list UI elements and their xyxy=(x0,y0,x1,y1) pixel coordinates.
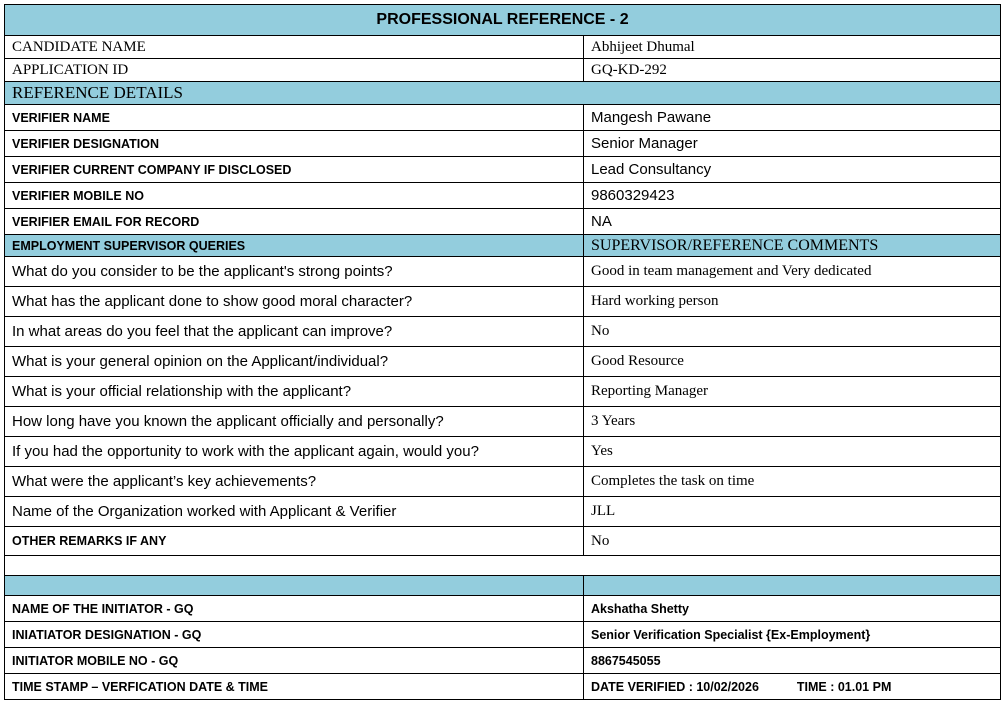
other-remarks-value: No xyxy=(584,527,1001,556)
other-remarks-label: OTHER REMARKS IF ANY xyxy=(5,527,584,556)
initiator-label: NAME OF THE INITIATOR - GQ xyxy=(5,596,584,622)
initiator-value: Akshatha Shetty xyxy=(584,596,1001,622)
verifier-row xyxy=(5,209,1001,235)
query-row xyxy=(5,377,1001,407)
query-answer: Completes the task on time xyxy=(584,467,1001,497)
query-question: Name of the Organization worked with Applicant & Verifier xyxy=(5,497,584,527)
query-row xyxy=(5,407,1001,437)
verifier-value: Lead Consultancy xyxy=(584,157,1001,183)
query-answer: Reporting Manager xyxy=(584,377,1001,407)
query-question: In what areas do you feel that the applicant can improve? xyxy=(5,317,584,347)
reference-section-row xyxy=(5,82,1001,105)
verifier-label: VERIFIER CURRENT COMPANY IF DISCLOSED xyxy=(5,157,584,183)
initiator-row xyxy=(5,596,1001,622)
initiator-header-row xyxy=(5,576,1001,596)
query-row xyxy=(5,257,1001,287)
verifier-label: VERIFIER MOBILE NO xyxy=(5,183,584,209)
query-question: How long have you known the applicant officially and personally? xyxy=(5,407,584,437)
initiator-label: INIATIATOR DESIGNATION - GQ xyxy=(5,622,584,648)
query-answer: Good Resource xyxy=(584,347,1001,377)
timestamp-label: TIME STAMP – VERFICATION DATE & TIME xyxy=(5,674,584,700)
candidate-name-label: CANDIDATE NAME xyxy=(5,36,584,59)
verifier-value: NA xyxy=(584,209,1001,235)
time-verified: TIME : 01.01 PM xyxy=(796,679,892,694)
application-id-value: GQ-KD-292 xyxy=(584,59,1001,82)
verifier-label: VERIFIER EMAIL FOR RECORD xyxy=(5,209,584,235)
title-row xyxy=(5,5,1001,36)
query-row xyxy=(5,287,1001,317)
query-question: What has the applicant done to show good moral character? xyxy=(5,287,584,317)
spacer-cell xyxy=(5,556,1001,576)
verifier-row xyxy=(5,157,1001,183)
verifier-row xyxy=(5,105,1001,131)
other-remarks-row xyxy=(5,527,1001,556)
spacer-row xyxy=(5,556,1001,576)
timestamp-row xyxy=(5,674,1001,700)
query-question: What do you consider to be the applicant's strong points? xyxy=(5,257,584,287)
query-question: What is your general opinion on the Applicant/individual? xyxy=(5,347,584,377)
candidate-name-row xyxy=(5,36,1001,59)
initiator-header-left xyxy=(5,576,584,596)
candidate-name-value: Abhijeet Dhumal xyxy=(584,36,1001,59)
initiator-label: INITIATOR MOBILE NO - GQ xyxy=(5,648,584,674)
timestamp-value xyxy=(584,674,1001,700)
query-answer: JLL xyxy=(584,497,1001,527)
initiator-header-right xyxy=(584,576,1001,596)
initiator-value: Senior Verification Specialist {Ex-Employment} xyxy=(584,622,1001,648)
initiator-row xyxy=(5,622,1001,648)
date-verified: DATE VERIFIED : 10/02/2026 xyxy=(591,679,759,694)
verifier-value: Senior Manager xyxy=(584,131,1001,157)
verifier-label: VERIFIER NAME xyxy=(5,105,584,131)
query-answer: Good in team management and Very dedicated xyxy=(584,257,1001,287)
initiator-row xyxy=(5,648,1001,674)
query-answer: Hard working person xyxy=(584,287,1001,317)
query-row xyxy=(5,497,1001,527)
query-answer: 3 Years xyxy=(584,407,1001,437)
query-row xyxy=(5,437,1001,467)
queries-header-right: SUPERVISOR/REFERENCE COMMENTS xyxy=(584,235,1001,257)
query-row xyxy=(5,467,1001,497)
query-question: What is your official relationship with the applicant? xyxy=(5,377,584,407)
reference-section-header: REFERENCE DETAILS xyxy=(5,82,1001,105)
query-question: What were the applicant’s key achievements? xyxy=(5,467,584,497)
queries-header-row xyxy=(5,235,1001,257)
verifier-value: 9860329423 xyxy=(584,183,1001,209)
query-answer: Yes xyxy=(584,437,1001,467)
verifier-row xyxy=(5,183,1001,209)
query-answer: No xyxy=(584,317,1001,347)
verifier-label: VERIFIER DESIGNATION xyxy=(5,131,584,157)
verifier-row xyxy=(5,131,1001,157)
query-row xyxy=(5,347,1001,377)
application-id-row xyxy=(5,59,1001,82)
query-row xyxy=(5,317,1001,347)
initiator-value: 8867545055 xyxy=(584,648,1001,674)
reference-form xyxy=(4,4,1001,700)
form-title: PROFESSIONAL REFERENCE - 2 xyxy=(5,5,1001,36)
queries-header-left: EMPLOYMENT SUPERVISOR QUERIES xyxy=(5,235,584,257)
query-question: If you had the opportunity to work with the applicant again, would you? xyxy=(5,437,584,467)
application-id-label: APPLICATION ID xyxy=(5,59,584,82)
verifier-value: Mangesh Pawane xyxy=(584,105,1001,131)
